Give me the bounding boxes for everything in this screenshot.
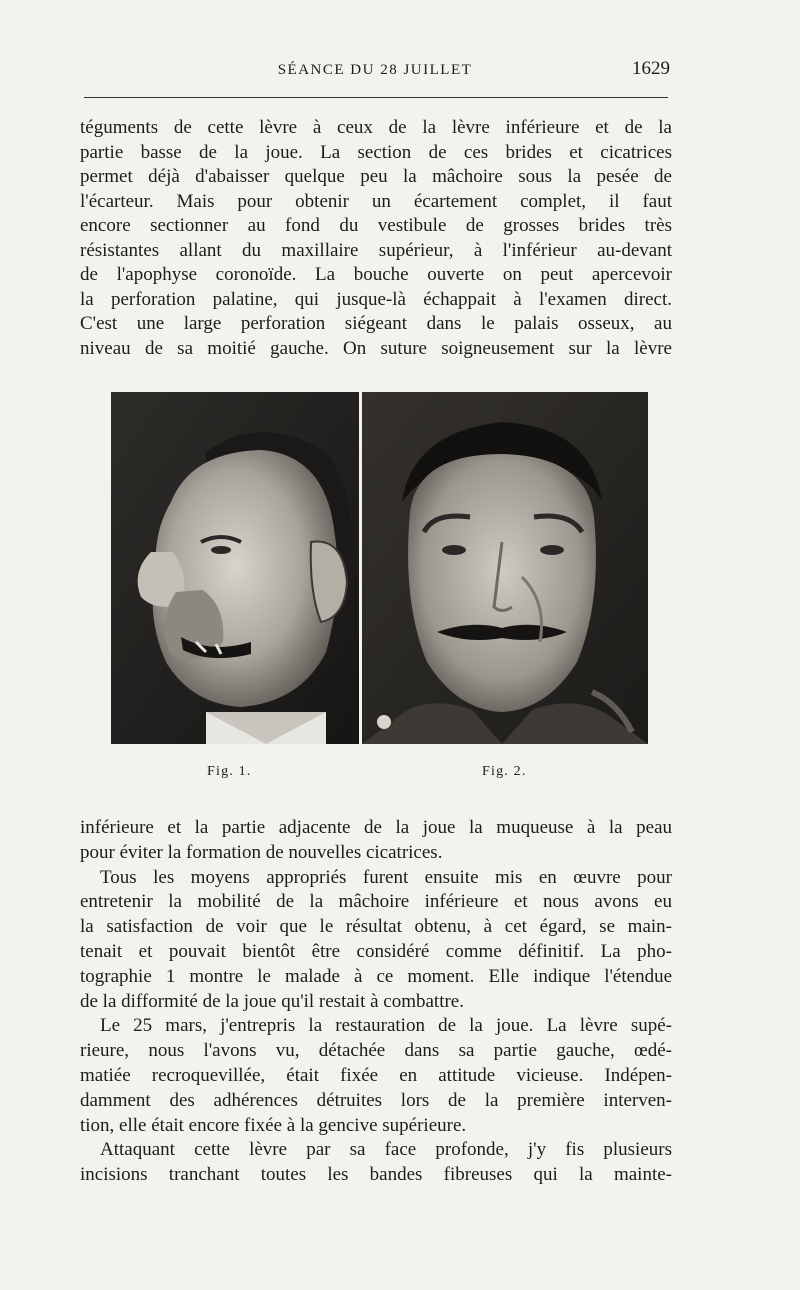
text-line: l'écarteur. Mais pour obtenir un écartement complet, il faut xyxy=(80,190,672,212)
running-header xyxy=(80,58,670,86)
text-line: de l'apophyse coronoïde. La bouche ouverte on peut apercevoir xyxy=(80,264,672,285)
page-number: 1629 xyxy=(632,58,670,79)
text-line: tion, elle était encore fixée à la gencive supérieure. xyxy=(80,1114,467,1136)
text-line: matiée recroquevillée, était fixée en attitude vicieuse. Indépen- xyxy=(80,1064,672,1086)
text-line: Tous les moyens appropriés furent ensuite mis en œuvre pour xyxy=(100,866,672,888)
text-line: la satisfaction de voir que le résultat obtenu, à cet égard, se main- xyxy=(80,916,672,938)
figure-1-photo xyxy=(111,392,359,744)
paragraph-top xyxy=(80,116,672,361)
text-line: partie basse de la joue. La section de ces brides et cicatrices xyxy=(80,141,672,163)
text-line: niveau de sa moitié gauche. On suture soigneusement sur la lèvre xyxy=(80,337,672,359)
text-line: téguments de cette lèvre à ceux de la lèvre inférieure et de la xyxy=(80,117,672,138)
text-line: damment des adhérences détruites lors de la première interven- xyxy=(80,1089,672,1111)
text-line: incisions tranchant toutes les bandes fibreuses qui la mainte- xyxy=(80,1164,672,1186)
text-line: de la difformité de la joue qu'il restait à combattre. xyxy=(80,990,464,1012)
text-line: tenait et pouvait bientôt être considéré comme définitif. La pho- xyxy=(80,940,672,962)
text-line: permet déjà d'abaisser quelque peu la mâchoire sous la pesée de xyxy=(80,166,672,187)
figure-1-caption: Fig. 1. xyxy=(207,764,252,779)
text-line: Le 25 mars, j'entrepris la restauration de la joue. La lèvre supé- xyxy=(100,1015,672,1037)
running-title: SÉANCE DU 28 JUILLET xyxy=(277,62,473,78)
figure-1-photo-drawing xyxy=(111,392,359,744)
text-line: encore sectionner au fond du vestibule de grosses brides très xyxy=(80,215,672,236)
text-line: tographie 1 montre le malade à ce moment. Elle indique l'étendue xyxy=(80,965,672,987)
figure-2-photo-drawing xyxy=(362,392,648,744)
text-line: C'est une large perforation siégeant dans le palais osseux, au xyxy=(80,313,672,334)
figure-2-photo xyxy=(362,392,648,744)
paragraph-bottom xyxy=(80,816,672,1188)
text-line: entretenir la mobilité de la mâchoire inférieure et nous avons eu xyxy=(80,891,672,913)
text-line: la perforation palatine, qui jusque-là échappait à l'examen direct. xyxy=(80,288,672,310)
text-line: Attaquant cette lèvre par sa face profonde, j'y fis plusieurs xyxy=(100,1139,672,1161)
text-line: inférieure et la partie adjacente de la joue la muqueuse à la peau xyxy=(80,817,672,838)
text-line: pour éviter la formation de nouvelles cicatrices. xyxy=(80,841,443,863)
header-rule xyxy=(84,97,668,98)
figure-2-caption: Fig. 2. xyxy=(482,764,527,779)
text-line: rieure, nous l'avons vu, détachée dans sa partie gauche, œdé- xyxy=(80,1040,672,1062)
text-line: résistantes allant du maxillaire supérieur, à l'inférieur au-devant xyxy=(80,239,672,261)
